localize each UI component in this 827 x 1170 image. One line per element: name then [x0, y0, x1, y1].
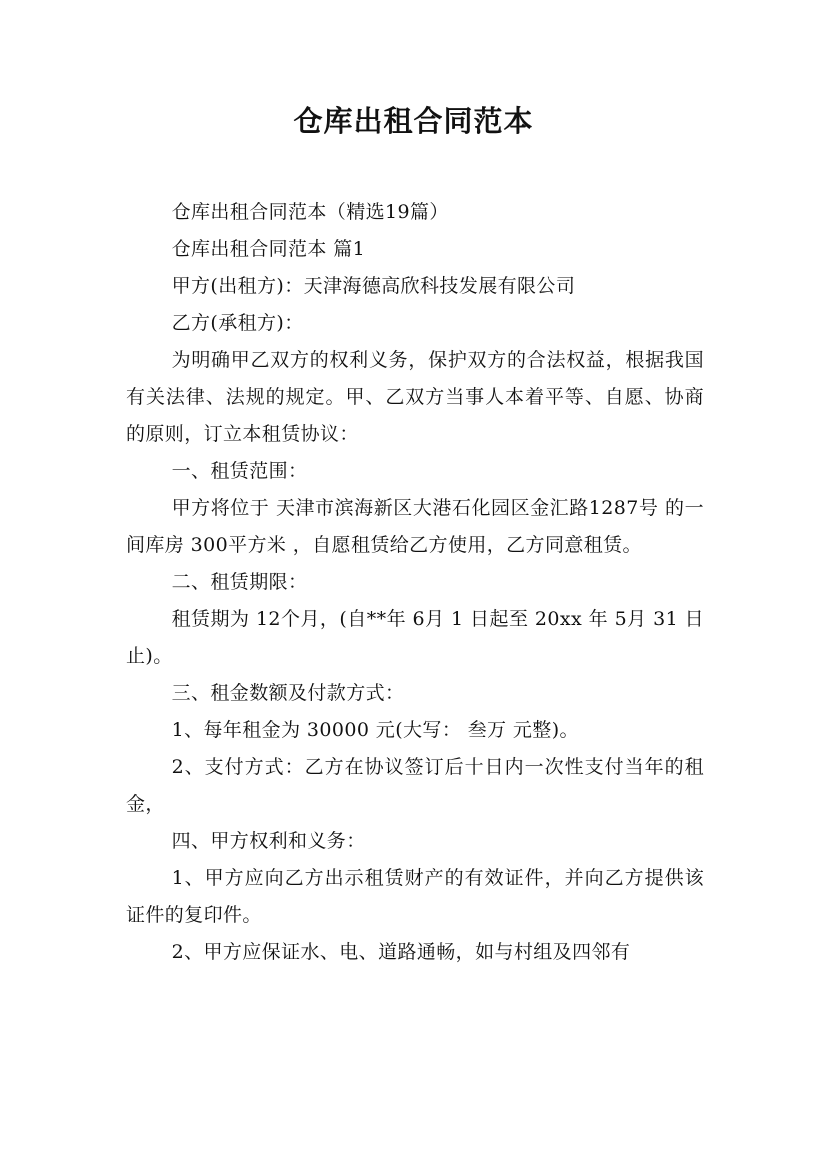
paragraph-term-body: 租赁期为 12个月，(自**年 6月 1 日起至 20xx 年 5月 31 日止)。 [126, 608, 704, 667]
paragraph-scope-heading: 一、租赁范围： [171, 460, 308, 482]
paragraph-collection-heading: 仓库出租合同范本（精选19篇） [171, 201, 449, 223]
paragraph-rent-heading: 三、租金数额及付款方式： [171, 682, 405, 704]
paragraph-section-heading: 仓库出租合同范本 篇1 [171, 238, 366, 260]
paragraph-party-a: 甲方(出租方)：天津海德高欣科技发展有限公司 [171, 275, 576, 297]
paragraph-payment-method: 2、支付方式：乙方在协议签订后十日内一次性支付当年的租金， [126, 756, 704, 815]
paragraph-rent-amount: 1、每年租金为 30000 元(大写： 叁万 元整)。 [171, 719, 579, 741]
paragraph-preamble: 为明确甲乙双方的权利义务，保护双方的合法权益，根据我国有关法律、法规的规定。甲、乙双方当事人本着平等、自愿、协商的原则，订立本租赁协议： [126, 349, 704, 445]
paragraph-term-heading: 二、租赁期限： [171, 571, 308, 593]
document-title: 仓库出租合同范本 [293, 104, 534, 138]
paragraph-party-b: 乙方(承租方)： [171, 312, 304, 334]
paragraph-party-a-obligation-2: 2、甲方应保证水、电、道路通畅，如与村组及四邻有 [171, 941, 631, 963]
paragraph-party-a-obligation-1: 1、甲方应向乙方出示租赁财产的有效证件，并向乙方提供该证件的复印件。 [126, 867, 704, 926]
paragraph-scope-body: 甲方将位于 天津市滨海新区大港石化园区金汇路1287号 的一间库房 300平方米 ，自愿租赁给乙方使用，乙方同意租赁。 [126, 497, 704, 556]
document-body [126, 194, 704, 971]
paragraph-party-a-rights-heading: 四、甲方权利和义务： [171, 830, 366, 852]
